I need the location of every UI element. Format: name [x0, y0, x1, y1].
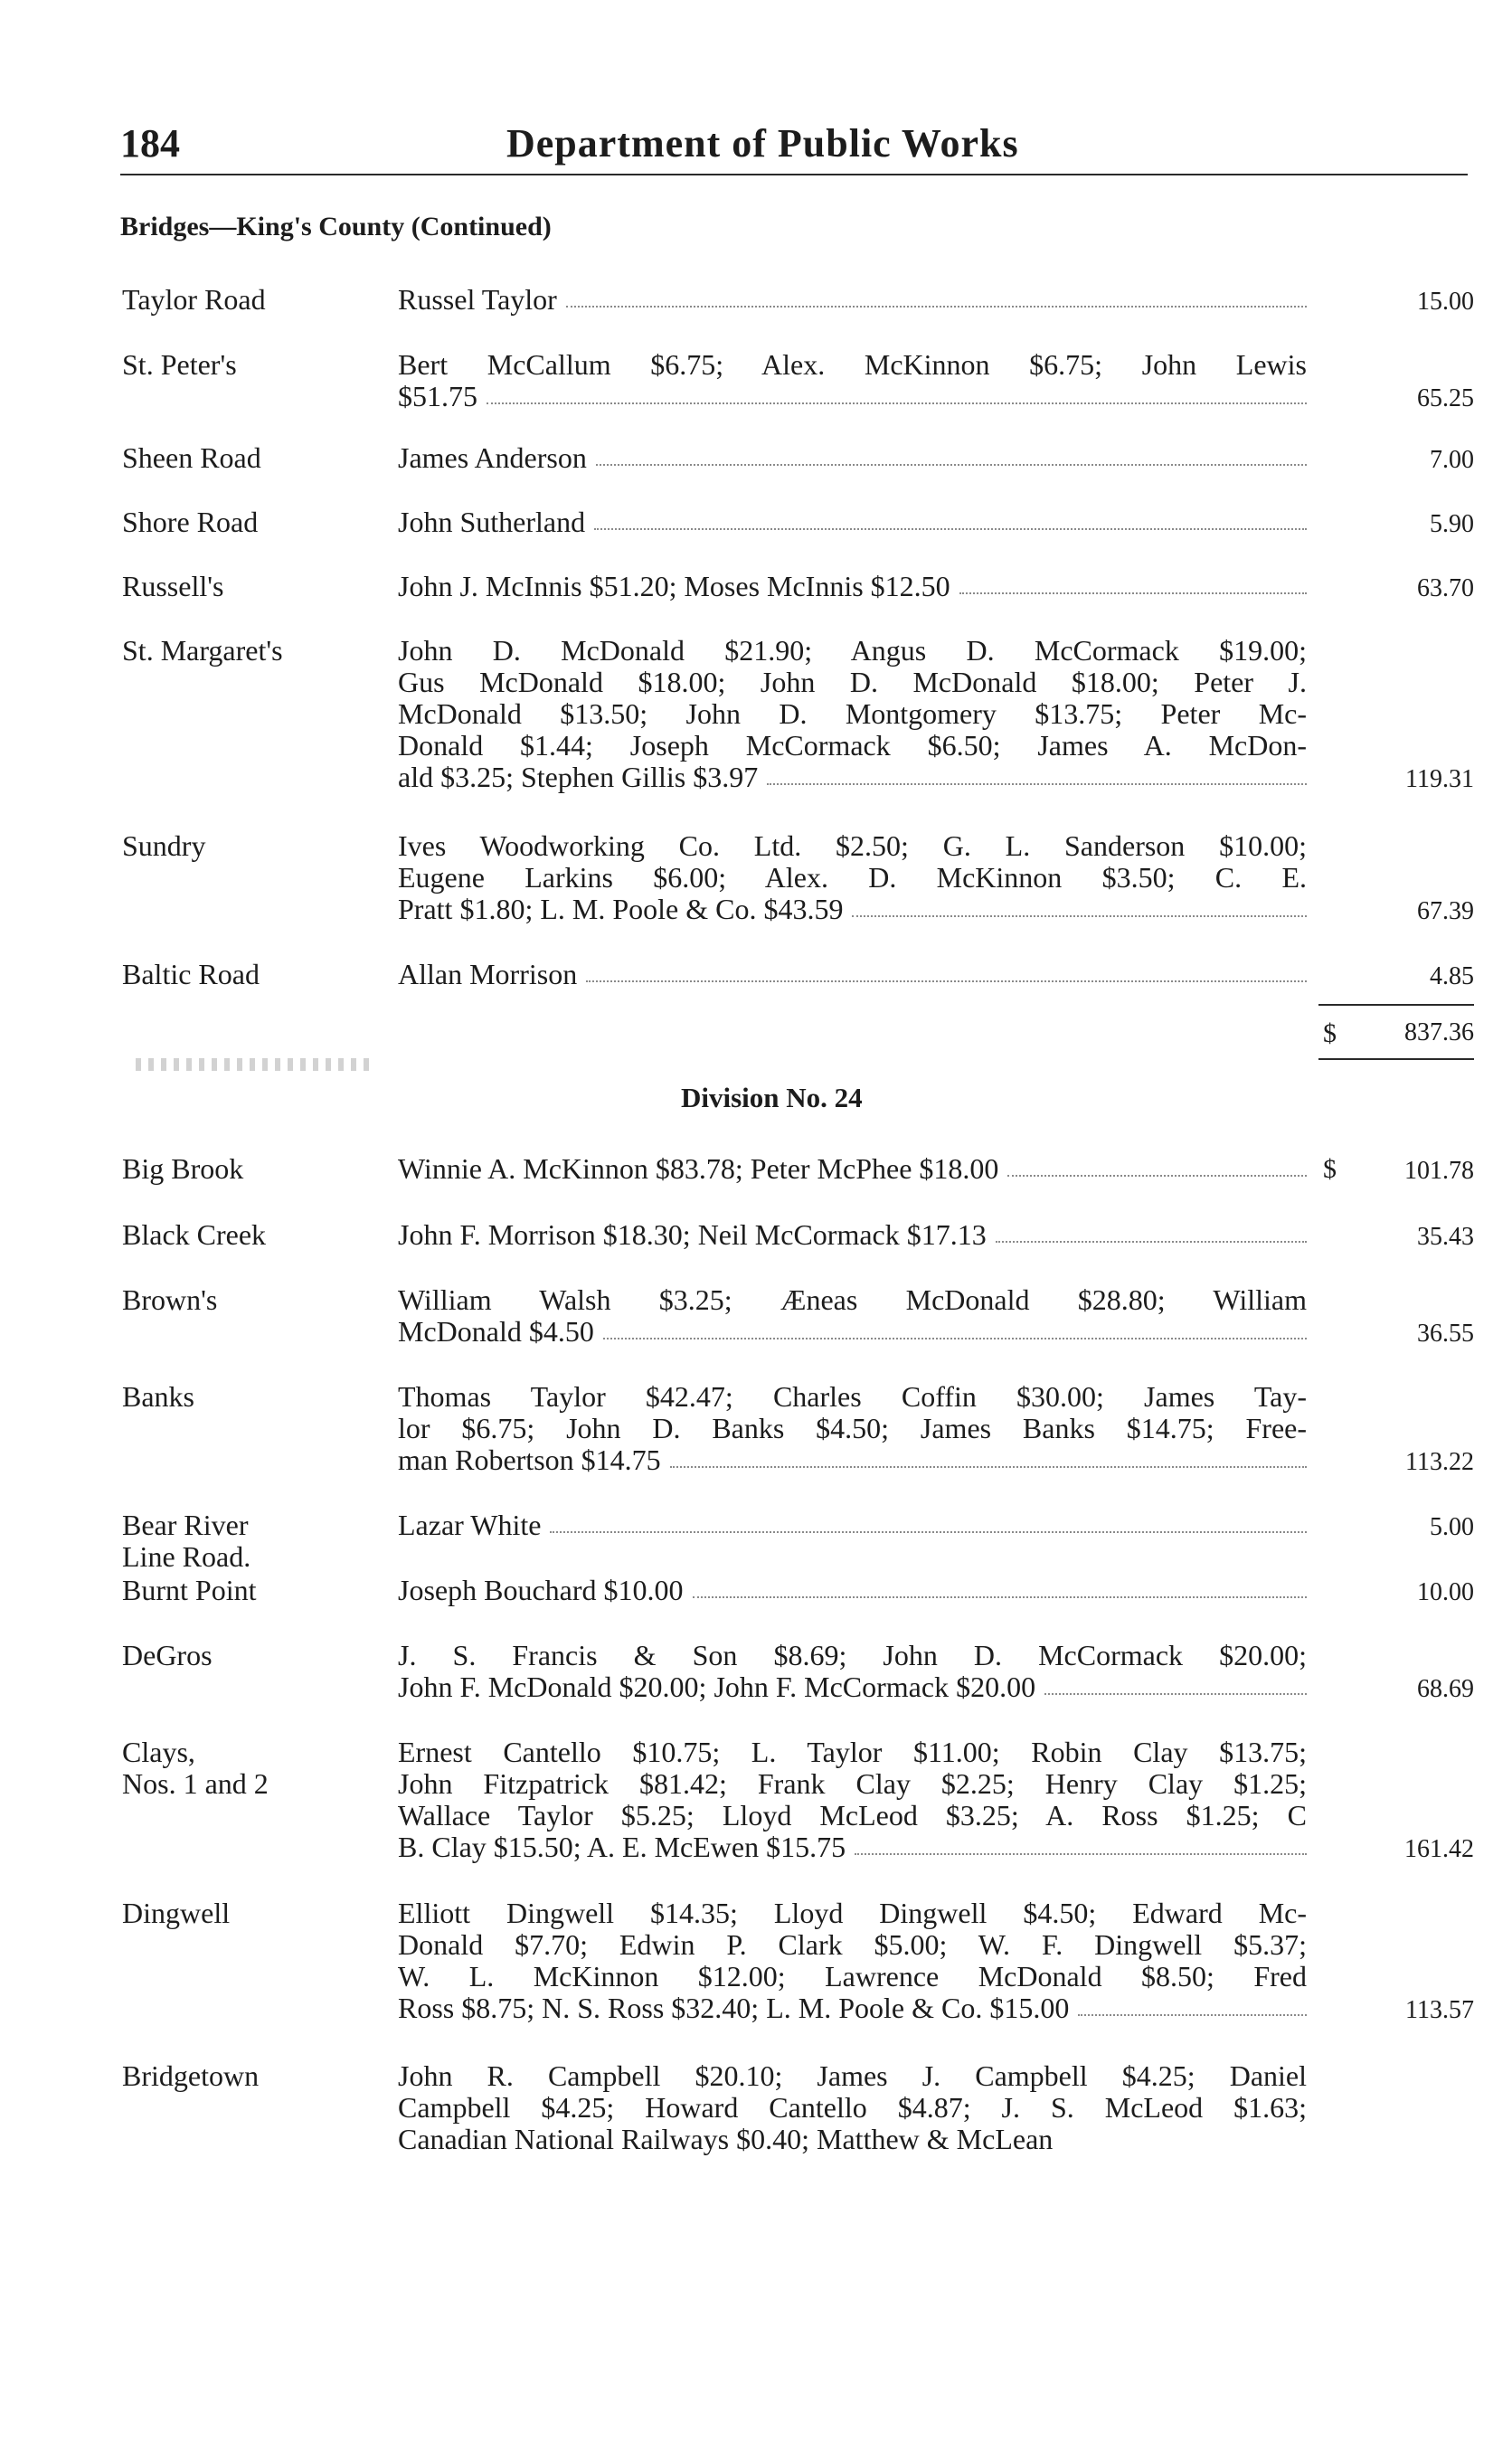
dot-leader	[959, 571, 1307, 594]
entry-amount: 119.31	[1405, 765, 1474, 793]
payee-line: $51.75	[398, 380, 477, 412]
payee-line: Pratt $1.80; L. M. Poole & Co. $43.59	[398, 893, 844, 925]
entry-amount: 161.42	[1404, 1835, 1474, 1863]
payee-line: Eugene Larkins $6.00; Alex. D. McKinnon $3.50; C. E.	[398, 861, 1307, 894]
entry-place: Taylor Road	[122, 283, 266, 316]
total-underline	[1318, 1058, 1474, 1060]
payee-line: William Walsh $3.25; Æneas McDonald $28.80; William	[398, 1283, 1307, 1316]
payee-line: man Robertson $14.75	[398, 1443, 661, 1476]
entry-place: St. Peter's	[122, 348, 237, 381]
entry-payees	[398, 506, 1307, 538]
entry-payees	[398, 571, 1307, 602]
entry-amount: 10.00	[1417, 1578, 1474, 1606]
entry-payees	[398, 284, 1307, 316]
entry-payees	[398, 1898, 1307, 2024]
dot-leader	[693, 1575, 1307, 1598]
payee-line: John J. McInnis $51.20; Moses McInnis $12.50	[398, 570, 950, 602]
entry-amount: 4.85	[1430, 962, 1474, 990]
header-divider	[120, 174, 1468, 175]
section-heading: Bridges—King's County (Continued)	[120, 212, 552, 241]
payee-line: John F. McDonald $20.00; John F. McCormack $20.00	[398, 1671, 1036, 1703]
entry-amount: 101.78	[1404, 1157, 1474, 1185]
currency-symbol: $	[1323, 1154, 1337, 1184]
payee-line: Russel Taylor	[398, 283, 557, 316]
payee-line: lor $6.75; John D. Banks $4.50; James Banks $14.75; Free-	[398, 1412, 1307, 1444]
payee-line: Thomas Taylor $42.47; Charles Coffin $30.00; James Tay-	[398, 1380, 1307, 1413]
entry-payees	[398, 1153, 1307, 1185]
entry-place: Dingwell	[122, 1897, 231, 1929]
section-total: 837.36	[1404, 1018, 1474, 1046]
payee-line: John Fitzpatrick $81.42; Frank Clay $2.25; Henry Clay $1.25;	[398, 1767, 1307, 1800]
total-rule	[1318, 1004, 1474, 1006]
payee-line: McDonald $4.50	[398, 1315, 594, 1348]
payee-line: B. Clay $15.50; A. E. McEwen $15.75	[398, 1831, 846, 1863]
payee-line: Wallace Taylor $5.25; Lloyd McLeod $3.25; A. Ross $1.25; C	[398, 1799, 1307, 1832]
payee-line: Allan Morrison	[398, 958, 578, 990]
entry-amount: 36.55	[1417, 1320, 1474, 1348]
entry-place: Sundry	[122, 829, 206, 862]
entry-place: St. Margaret's	[122, 634, 283, 667]
entry-place: Black Creek	[122, 1218, 267, 1251]
payee-line: McDonald $13.50; John D. Montgomery $13.75; Peter Mc-	[398, 697, 1307, 730]
payee-line: Gus McDonald $18.00; John D. McDonald $18.00; Peter J.	[398, 666, 1307, 698]
payee-line: John Sutherland	[398, 506, 586, 538]
payee-line: Donald $7.70; Edwin P. Clark $5.00; W. F. Dingwell $5.37;	[398, 1928, 1307, 1961]
dot-leader	[596, 442, 1307, 466]
dot-leader	[852, 894, 1307, 917]
payee-line: Canadian National Railways $0.40; Matthew & McLean	[398, 2123, 1054, 2155]
payee-line: ald $3.25; Stephen Gillis $3.97	[398, 761, 759, 793]
entry-payees	[398, 1284, 1307, 1348]
entry-payees	[398, 2060, 1307, 2155]
entry-amount: 65.25	[1417, 384, 1474, 412]
entry-amount: 15.00	[1417, 288, 1474, 316]
entry-payees	[398, 349, 1307, 412]
entry-place: Brown's	[122, 1283, 218, 1316]
payee-line: J. S. Francis & Son $8.69; John D. McCormack $20.00;	[398, 1639, 1307, 1671]
entry-place: Russell's	[122, 570, 224, 602]
entry-payees	[398, 635, 1307, 793]
dot-leader	[586, 959, 1307, 982]
dot-leader	[550, 1510, 1307, 1533]
entry-place: Baltic Road	[122, 958, 260, 990]
payee-line: Ives Woodworking Co. Ltd. $2.50; G. L. Sanderson $10.00;	[398, 829, 1307, 862]
entry-place: Sheen Road	[122, 441, 261, 474]
entry-place: Bridgetown	[122, 2059, 260, 2092]
payee-line: Lazar White	[398, 1509, 542, 1541]
entry-payees	[398, 830, 1307, 925]
entry-payees	[398, 442, 1307, 474]
payee-line: Bert McCallum $6.75; Alex. McKinnon $6.75; John Lewis	[398, 348, 1307, 381]
payee-line: Elliott Dingwell $14.35; Lloyd Dingwell $4.50; Edward Mc-	[398, 1897, 1307, 1929]
entry-amount: 63.70	[1417, 574, 1474, 602]
entry-amount: 113.22	[1405, 1448, 1474, 1476]
dot-leader	[1007, 1153, 1307, 1177]
payee-line: Ernest Cantello $10.75; L. Taylor $11.00; Robin Clay $13.75;	[398, 1736, 1307, 1768]
entry-amount: 35.43	[1417, 1223, 1474, 1251]
payee-line: John D. McDonald $21.90; Angus D. McCormack $19.00;	[398, 634, 1307, 667]
entry-amount: 5.00	[1430, 1513, 1474, 1541]
dot-leader	[996, 1219, 1307, 1243]
dot-leader	[1078, 1992, 1307, 2016]
payee-line: Campbell $4.25; Howard Cantello $4.87; J. S. McLeod $1.63;	[398, 2091, 1307, 2124]
payee-line: James Anderson	[398, 441, 587, 474]
payee-line: Ross $8.75; N. S. Ross $32.40; L. M. Poole & Co. $15.00	[398, 1992, 1070, 2024]
dot-leader	[603, 1316, 1307, 1339]
entry-place: Clays, Nos. 1 and 2	[122, 1736, 269, 1800]
entry-payees	[398, 959, 1307, 990]
entry-payees	[398, 1510, 1307, 1541]
payee-line: Donald $1.44; Joseph McCormack $6.50; James A. McDon-	[398, 729, 1307, 762]
dot-leader	[1044, 1671, 1307, 1695]
entry-payees	[398, 1381, 1307, 1476]
payee-line: W. L. McKinnon $12.00; Lawrence McDonald $8.50; Fred	[398, 1960, 1307, 1992]
entry-place: DeGros	[122, 1639, 213, 1671]
entry-place: Burnt Point	[122, 1574, 257, 1606]
dot-leader	[767, 762, 1307, 785]
entry-amount: 113.57	[1405, 1996, 1474, 2024]
total-currency-symbol: $	[1323, 1018, 1337, 1048]
entry-payees	[398, 1737, 1307, 1863]
entry-place: Bear River Line Road.	[122, 1509, 251, 1573]
entry-payees	[398, 1640, 1307, 1703]
dot-leader	[855, 1832, 1307, 1855]
entry-payees	[398, 1219, 1307, 1251]
entry-amount: 68.69	[1417, 1675, 1474, 1703]
page-number: 184	[120, 121, 180, 166]
dot-leader	[670, 1444, 1307, 1468]
entry-payees	[398, 1575, 1307, 1606]
dot-leader	[594, 506, 1307, 530]
entry-amount: 7.00	[1430, 446, 1474, 474]
print-smudge	[136, 1058, 371, 1071]
payee-line: Winnie A. McKinnon $83.78; Peter McPhee $18.00	[398, 1152, 999, 1185]
payee-line: John R. Campbell $20.10; James J. Campbell $4.25; Daniel	[398, 2059, 1307, 2092]
entry-amount: 5.90	[1430, 510, 1474, 538]
entry-place: Big Brook	[122, 1152, 244, 1185]
payee-line: John F. Morrison $18.30; Neil McCormack $17.13	[398, 1218, 987, 1251]
entry-place: Banks	[122, 1380, 194, 1413]
dot-leader	[487, 381, 1307, 404]
dot-leader	[566, 284, 1307, 308]
entry-amount: 67.39	[1417, 897, 1474, 925]
payee-line: Joseph Bouchard $10.00	[398, 1574, 684, 1606]
page-title: Department of Public Works	[506, 121, 1019, 166]
division-heading: Division No. 24	[681, 1082, 863, 1113]
entry-place: Shore Road	[122, 506, 259, 538]
